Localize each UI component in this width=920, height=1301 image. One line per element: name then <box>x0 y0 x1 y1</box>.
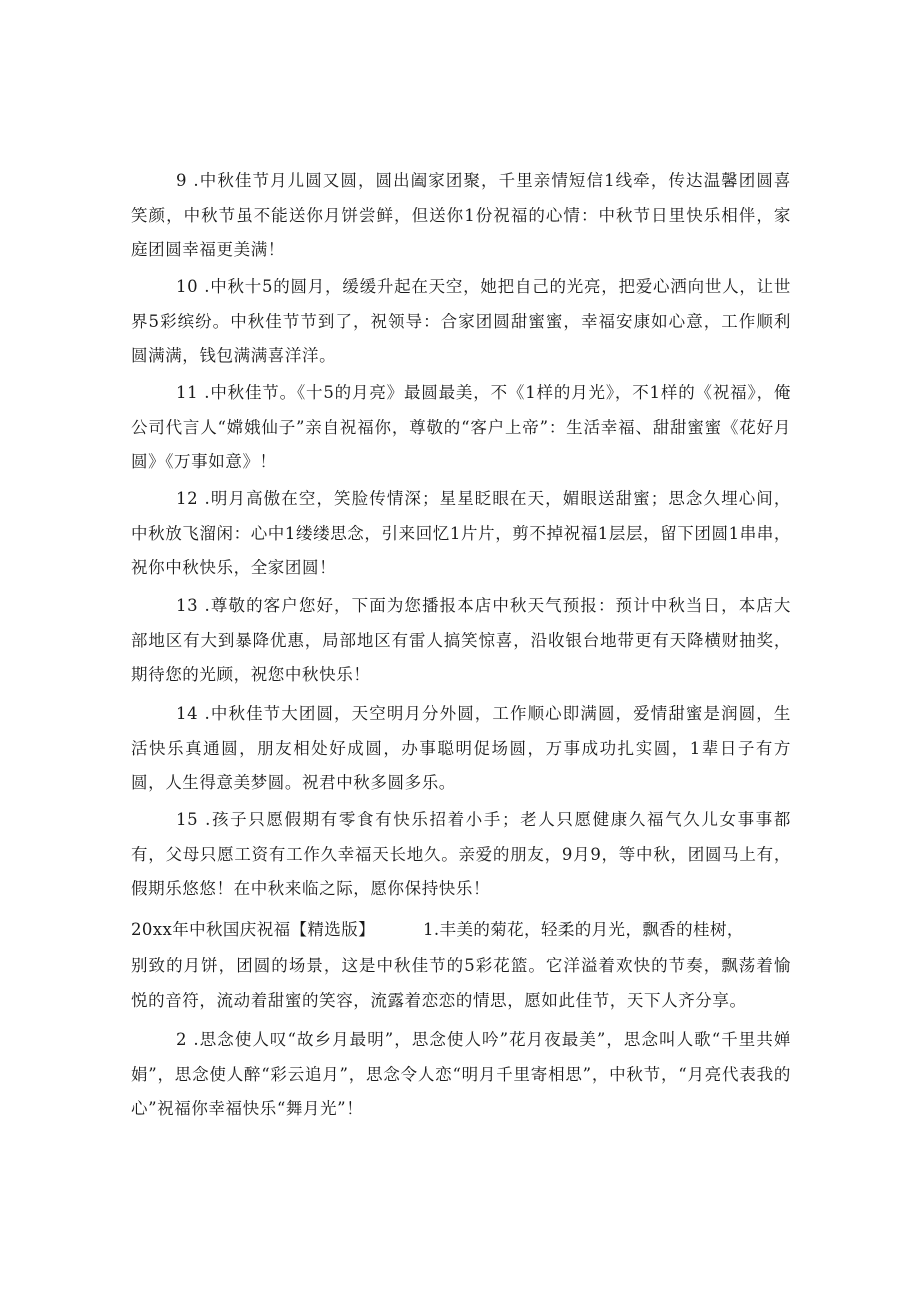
paragraph-15: 15 .孩子只愿假期有零食有快乐招着小手；老人只愿健康久福气久儿女事事都有，父母只愿工资有工作久幸福天长地久。亲爱的朋友，9月9，等中秋，团圆马上有，假期乐悠悠！在中秋来临之际，愿你保持快乐！ <box>131 810 791 898</box>
paragraph-12: 12 .明月高傲在空，笑脸传情深；星星眨眼在天，媚眼送甜蜜；思念久埋心间，中秋放飞溜闲：心中1缕缕思念，引来回忆1片片，剪不掉祝福1层层，留下团圆1串串，祝你中秋快乐，全家团圆！ <box>131 489 791 577</box>
item-2: 2 .思念使人叹“故乡月最明”，思念使人吟”花月夜最美”，思念叫人歌“千里共婵娟”，思念使人醉“彩云追月”，思念令人恋“明月千里寄相思”，中秋节，“月亮代表我的心”祝福你幸福快乐“舞月光”！ <box>131 1030 791 1118</box>
paragraph-14: 14 .中秋佳节大团圆，天空明月分外圆，工作顺心即满圆，爱情甜蜜是润圆，生活快乐真通圆，朋友相处好成圆，办事聪明促场圆，万事成功扎实圆，1辈日子有方圆，人生得意美梦圆。祝君中秋多圆多乐。 <box>131 704 791 792</box>
paragraph-10: 10 .中秋十5的圆月，缓缓升起在天空，她把自己的光亮，把爱心洒向世人，让世界5彩缤纷。中秋佳节节到了，祝领导：合家团圆甜蜜蜜，幸福安康如心意，工作顺利圆满满，钱包满满喜洋洋。 <box>131 277 791 365</box>
paragraph-13: 13 .尊敬的客户您好，下面为您播报本店中秋天气预报：预计中秋当日，本店大部地区有大到暴降优惠，局部地区有雷人搞笑惊喜，沿收银台地带更有天降横财抽奖，期待您的光顾，祝您中秋快乐！ <box>131 596 791 684</box>
item-1-continued: 别致的月饼，团圆的场景，这是中秋佳节的5彩花篮。它洋溢着欢快的节奏，飘荡着愉悦的音符，流动着甜蜜的笑容，流露着恋恋的情思，愿如此佳节，天下人齐分享。 <box>131 956 791 1010</box>
paragraph-11: 11 .中秋佳节。《十5的月亮》最圆最美，不《1样的月光》，不1样的《祝福》，俺公司代言人“嫦娥仙子”亲自祝福你，尊敬的“客户上帝”：生活幸福、甜甜蜜蜜《花好月圆》《万事如意》！ <box>131 383 791 471</box>
section-heading-line <box>131 917 791 943</box>
section-title: 20xx年中秋国庆祝福【精选版】 <box>131 920 376 939</box>
paragraph-9: 9 .中秋佳节月儿圆又圆，圆出阖家团聚，千里亲情短信1线牵，传达温馨团圆喜笑颜，中秋节虽不能送你月饼尝鲜，但送你1份祝福的心情：中秋节日里快乐相伴，家庭团圆幸福更美满！ <box>131 171 791 259</box>
item-1-start: 1.丰美的菊花，轻柔的月光，飘香的桂树， <box>423 920 744 939</box>
